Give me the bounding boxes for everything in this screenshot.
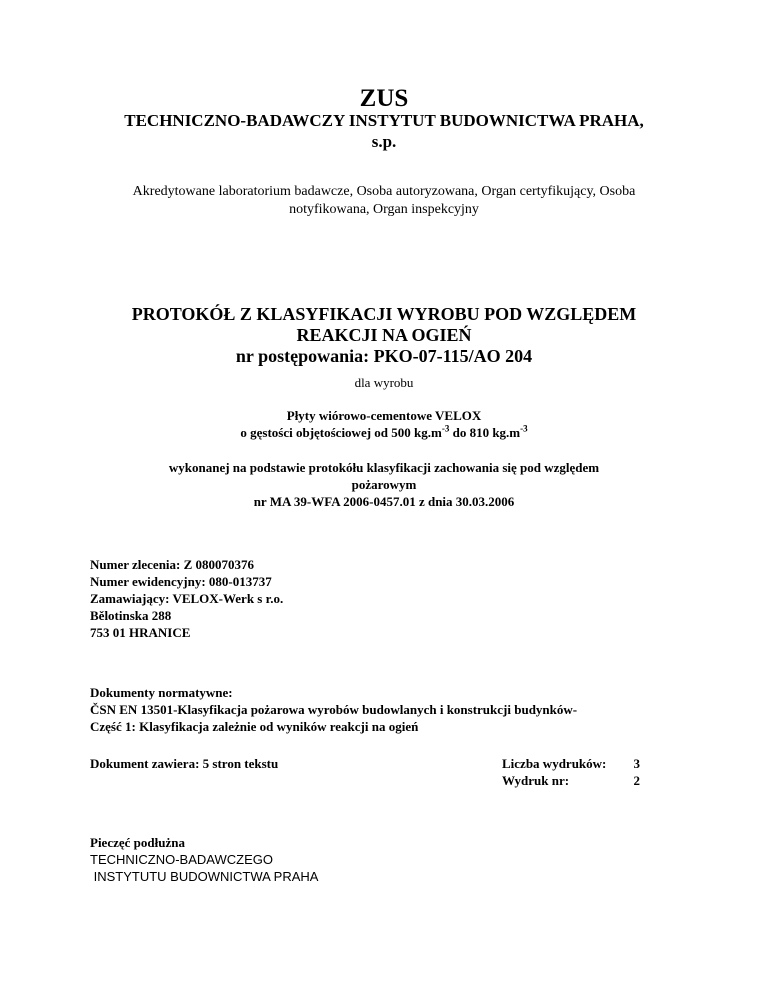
product-description xyxy=(0,407,768,441)
for-product-text: dla wyrobu xyxy=(354,375,414,390)
normative-line2: Część 1: Klasyfikacja zależnie od wyników reakcji na ogień xyxy=(90,719,419,734)
normative-heading: Dokumenty normatywne: xyxy=(90,685,233,700)
order-information xyxy=(90,556,283,641)
basis-line1: wykonanej na podstawie protokółu klasyfikacji zachowania się pod względem xyxy=(168,460,600,475)
density-unit-exponent-2: -3 xyxy=(520,423,528,434)
accreditation-statement xyxy=(0,183,768,219)
normative-line1: ČSN EN 13501-Klasyfikacja pożarowa wyrobów budowlanych i konstrukcji budynków- xyxy=(90,702,578,717)
page-count-text: Dokument zawiera: 5 stron tekstu xyxy=(90,756,279,771)
accreditation-line1: Akredytowane laboratorium badawcze, Osoba autoryzowana, Organ certyfikujący, Osoba xyxy=(132,184,636,199)
print-count-value: 3 xyxy=(633,756,640,771)
print-number-value: 2 xyxy=(633,773,640,788)
client-street: Bělotinska 288 xyxy=(90,608,172,623)
stamp-label: Pieczęć podłużna xyxy=(90,835,185,850)
print-number-row xyxy=(502,772,640,789)
print-count-label: Liczba wydruków: xyxy=(502,756,607,771)
density-unit-exponent-1: -3 xyxy=(441,423,450,434)
document-title xyxy=(0,304,768,367)
document-contents xyxy=(90,755,278,772)
org-abbreviation-text: ZUS xyxy=(359,85,409,112)
basis-line2: pożarowym xyxy=(351,477,417,492)
registry-number: Numer ewidencyjny: 080-013737 xyxy=(90,574,272,589)
product-name: Płyty wiórowo-cementowe VELOX xyxy=(286,408,482,423)
print-number-label: Wydruk nr: xyxy=(502,773,570,788)
density-prefix: o gęstości objętościowej od 500 kg.m xyxy=(240,425,442,440)
stamp-line1: TECHNICZNO-BADAWCZEGO xyxy=(90,852,273,867)
classification-basis xyxy=(0,459,768,510)
title-line1: PROTOKÓŁ Z KLASYFIKACJI WYROBU POD WZGLĘDEM xyxy=(131,304,637,324)
org-name-line1: TECHNICZNO-BADAWCZY INSTYTUT BUDOWNICTWA PRAHA, xyxy=(124,111,644,130)
for-product-label xyxy=(0,375,768,391)
order-number: Numer zlecenia: Z 080070376 xyxy=(90,557,255,572)
basis-report-number: nr MA 39-WFA 2006-0457.01 z dnia 30.03.2006 xyxy=(253,494,515,509)
stamp-block xyxy=(90,834,318,885)
accreditation-line2: notyfikowana, Organ inspekcyjny xyxy=(289,202,479,217)
client-name: Zamawiający: VELOX-Werk s r.o. xyxy=(90,591,284,606)
client-city: 753 01 HRANICE xyxy=(90,625,191,640)
title-procedure-number: nr postępowania: PKO-07-115/AO 204 xyxy=(235,346,533,366)
title-line2: REAKCJI NA OGIEŃ xyxy=(296,325,472,345)
stamp-line2: INSTYTUTU BUDOWNICTWA PRAHA xyxy=(90,869,319,884)
density-middle: do 810 kg.m xyxy=(449,425,521,440)
product-density xyxy=(0,424,768,441)
prints-info xyxy=(502,755,640,789)
print-count-row xyxy=(502,755,640,772)
org-name xyxy=(0,110,768,152)
normative-documents xyxy=(90,684,577,735)
org-name-line2: s.p. xyxy=(371,132,397,151)
